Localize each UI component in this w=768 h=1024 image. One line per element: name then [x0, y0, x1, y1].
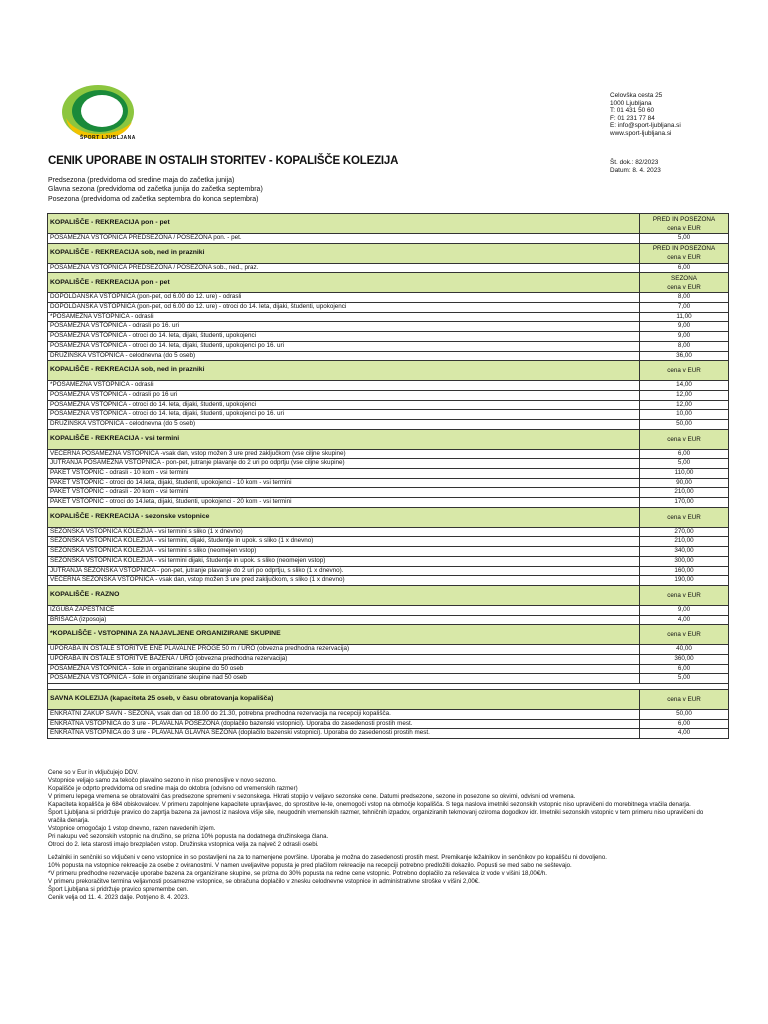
item-name: PAKET VSTOPNIC - odrasli - 20 kom - vsi termini	[48, 488, 640, 498]
price-column-header	[640, 429, 729, 449]
table-row	[48, 605, 729, 615]
item-price: 8,00	[640, 341, 729, 351]
note-line: Šport Ljubljana si pridržuje pravico do zaprtja bazena za javnost iz naslova višje sile, neugodnih vremenskih razmer, tehničnih izpadov, organiziranih tekmovanj oziroma dogodkov idr. Imetniki sezonskih vstopnic v tem primeru niso upravičeni do vračila denarja.	[48, 809, 704, 824]
table-row	[48, 400, 729, 410]
season-line: Posezona (predvidoma od začetka septembra do konca septembra)	[48, 195, 259, 203]
item-price: 5,00	[640, 674, 729, 684]
section-header-row	[48, 625, 729, 645]
item-name: IZGUBA ZAPESTNICE	[48, 605, 640, 615]
section-title: KOPALIŠČE - REKREACIJA pon - pet	[48, 214, 640, 234]
section-title: SAVNA KOLEZIJA (kapaciteta 25 oseb, v času obratovanja kopališča)	[48, 690, 640, 710]
table-row	[48, 547, 729, 557]
table-row	[48, 488, 729, 498]
item-price: 90,00	[640, 478, 729, 488]
item-name: ENKRATNA VSTOPNICA do 3 ure - PLAVALNA GLAVNA SEZONA (doplačilo bazenski vstopnici). Uporaba do zasedenosti prostih mest.	[48, 729, 640, 739]
item-name: PAKET VSTOPNIC - otroci do 14.leta, dijaki, študenti, upokojenci - 20 kom - vsi termini	[48, 498, 640, 508]
item-price: 4,00	[640, 615, 729, 625]
price-column-header	[640, 690, 729, 710]
item-name: POSAMEZNA VSTOPNICA PREDSEZONA / POSEZONA sob., ned., praz.	[48, 263, 640, 273]
item-name: POSAMEZNA VSTOPNICA - šole in organizirane skupine nad 50 oseb	[48, 674, 640, 684]
price-column-header	[640, 214, 729, 234]
note-line: Šport Ljubljana si pridržuje pravico spremembe cen.	[48, 886, 189, 893]
item-price: 8,00	[640, 293, 729, 303]
contact-line: E: info@sport-ljubljana.si	[610, 122, 681, 130]
price-header-line: cena v EUR	[667, 435, 701, 443]
section-title: KOPALIŠČE - REKREACIJA - sezonske vstopnice	[48, 507, 640, 527]
price-column-header	[640, 625, 729, 645]
item-name: DRUŽINSKA VSTOPNICA - celodnevna (do 5 oseb)	[48, 351, 640, 361]
note-line: Cene so v Eur in vključujejo DDV.	[48, 769, 139, 776]
section-header-row	[48, 429, 729, 449]
note-line: Kapaciteta kopališča je 684 obiskovalcev. V primeru zapolnjene kapacitete upravljavec, do sprostitve le-te, onemogoči vstop na območje kopališča. S tega naslova imetniki sezonskih vstopnic niso upravičeni do morebitnega vračila denarja.	[48, 801, 691, 808]
item-price: 9,00	[640, 322, 729, 332]
item-name: BRISAČA (izposoja)	[48, 615, 640, 625]
item-price: 11,00	[640, 312, 729, 322]
item-price: 4,00	[640, 729, 729, 739]
item-price: 210,00	[640, 488, 729, 498]
item-name: POSAMEZNA VSTOPNICA - otroci do 14. leta, dijaki, študenti, upokojenci	[48, 400, 640, 410]
note-line: Vstopnice omogočajo 1 vstop dnevno, razen navedenih izjem.	[48, 825, 216, 832]
logo-text: ŠPORT LJUBLJANA	[80, 135, 136, 141]
item-name: POSAMEZNA VSTOPNICA - otroci do 14. leta, dijaki, študenti, upokojenci	[48, 332, 640, 342]
price-column-header	[640, 585, 729, 605]
page-title: CENIK UPORABE IN OSTALIH STORITEV - KOPALIŠČE KOLEZIJA	[48, 155, 399, 167]
price-table	[47, 213, 729, 739]
price-header-line: cena v EUR	[667, 591, 701, 599]
note-line: Vstopnice veljajo samo za tekočo plavalno sezono in niso prenosljive v novo sezono.	[48, 777, 277, 784]
table-row	[48, 654, 729, 664]
table-row	[48, 645, 729, 655]
table-row	[48, 390, 729, 400]
document-meta	[610, 159, 661, 174]
item-name: DRUŽINSKA VSTOPNICA - celodnevna (do 5 oseb)	[48, 419, 640, 429]
item-name: POSAMEZNA VSTOPNICA - odrasli po 16 uri	[48, 390, 640, 400]
item-price: 40,00	[640, 645, 729, 655]
contact-line: F: 01 231 77 84	[610, 114, 655, 122]
note-line: V primeru prekoračitve termina veljavnosti posamezne vstopnice, se obračuna doplačilo v znesku celodnevne vstopnice in administrativne stroške v višini 2,00€.	[48, 878, 480, 885]
item-price: 170,00	[640, 498, 729, 508]
table-row	[48, 322, 729, 332]
table-row	[48, 615, 729, 625]
item-price: 160,00	[640, 566, 729, 576]
section-title: KOPALIŠČE - REKREACIJA - vsi termini	[48, 429, 640, 449]
price-header-line: cena v EUR	[667, 631, 701, 639]
section-title: KOPALIŠČE - REKREACIJA sob, ned in prazniki	[48, 243, 640, 263]
item-price: 6,00	[640, 664, 729, 674]
section-header-row	[48, 273, 729, 293]
note-line: Ležalniki in senčniki so vključeni v ceno vstopnice in so postavljeni na za to namenjene površine. Uporaba je možna do zasedenosti prostih mest. Premikanje ležalnikov in senčnikov po kopališču ni dovoljeno.	[48, 854, 607, 861]
table-row	[48, 478, 729, 488]
table-row	[48, 410, 729, 420]
document-meta-line: Št. dok.: 82/2023	[610, 159, 659, 166]
section-header-row	[48, 243, 729, 263]
table-row	[48, 556, 729, 566]
item-name: SEZONSKA VSTOPNICA KOLEZIJA - vsi termini, dijaki, študentje in upok. s sliko (1 x dnevno)	[48, 537, 640, 547]
table-row	[48, 293, 729, 303]
section-header-row	[48, 507, 729, 527]
contact-line: T: 01 431 50 60	[610, 107, 655, 115]
item-name: JUTRANJA POSAMEZNA VSTOPNICA - pon-pet, jutranje plavanje do 2 uri po odprtju (vse ciljne skupine)	[48, 459, 640, 469]
item-price: 10,00	[640, 410, 729, 420]
item-name: DOPOLDANSKA VSTOPNICA (pon-pet, od 6.00 do 12. ure) - odrasli	[48, 293, 640, 303]
item-name: VEČERNA SEZONSKA VSTOPNICA - vsak dan, vstop možen 3 ure pred zaključkom, s sliko (1 x dnevno)	[48, 576, 640, 586]
item-price: 14,00	[640, 381, 729, 391]
item-name: PAKET VSTOPNIC - odrasli - 10 kom - vsi termini	[48, 469, 640, 479]
item-name: SEZONSKA VSTOPNICA KOLEZIJA - vsi termini dijaki, študentje in upok. s sliko (neomejen vstop)	[48, 556, 640, 566]
item-price: 9,00	[640, 605, 729, 615]
price-header-line: cena v EUR	[667, 696, 701, 703]
item-name: POSAMEZNA VSTOPNICA - otroci do 14. leta, dijaki, študenti, upokojenci po 16. uri	[48, 410, 640, 420]
price-header-line: cena v EUR	[667, 367, 701, 375]
section-header-row	[48, 361, 729, 381]
season-line: Predsezona (predvidoma od sredine maja do začetka junija)	[48, 177, 235, 184]
item-price: 270,00	[640, 527, 729, 537]
section-header-row	[48, 690, 729, 710]
item-name: POSAMEZNA VSTOPNICA - otroci do 14. leta, dijaki, študenti, upokojenci po 16. uri	[48, 341, 640, 351]
item-price: 6,00	[640, 263, 729, 273]
contact-block	[610, 92, 681, 138]
section-title: KOPALIŠČE - REKREACIJA pon - pet	[48, 273, 640, 293]
price-header-line: cena v EUR	[667, 283, 701, 291]
item-name: POSAMEZNA VSTOPNICA - šole in organizirane skupine do 50 oseb	[48, 664, 640, 674]
table-row	[48, 498, 729, 508]
table-row	[48, 332, 729, 342]
note-line: V primeru lepega vremena se obratovalni čas predsezone spremeni v sezonskega. Hkrati stopijo v veljavo sezonske cene. Datumi predsezone, sezone in posezone so okvirni, odvisni od vremena.	[48, 793, 576, 800]
table-row	[48, 729, 729, 739]
item-price: 36,00	[640, 351, 729, 361]
table-row	[48, 459, 729, 469]
season-list	[48, 176, 263, 204]
price-column-header	[640, 361, 729, 381]
item-name: SEZONSKA VSTOPNICA KOLEZIJA - vsi termini s sliko (1 x dnevno)	[48, 527, 640, 537]
table-row	[48, 674, 729, 684]
note-line: Cenik velja od 11. 4. 2023 dalje. Potrjeno 8. 4. 2023.	[48, 894, 190, 901]
section-header-row	[48, 585, 729, 605]
item-price: 5,00	[640, 459, 729, 469]
price-column-header	[640, 243, 729, 263]
table-row	[48, 537, 729, 547]
item-price: 12,00	[640, 400, 729, 410]
note-line: Pri nakupu več sezonskih vstopnic na družino, se prizna 10% popusta na dodatnega družinskega člana.	[48, 833, 329, 840]
note-line: Otroci do 2. leta starosti imajo brezplačen vstop. Družinska vstopnica velja za največ 2 odrasli osebi.	[48, 841, 319, 848]
item-price: 300,00	[640, 556, 729, 566]
price-header-line: PRED IN POSEZONA	[652, 245, 716, 253]
table-row	[48, 566, 729, 576]
item-price: 110,00	[640, 469, 729, 479]
item-price: 6,00	[640, 449, 729, 459]
table-row	[48, 449, 729, 459]
item-name: *POSAMEZNA VSTOPNICA - odrasli	[48, 312, 640, 322]
table-row	[48, 351, 729, 361]
table-row	[48, 263, 729, 273]
item-price: 210,00	[640, 537, 729, 547]
table-row	[48, 469, 729, 479]
note-line: 10% popusta na vstopnice rekreacije za osebe z oviranostmi. V namen uveljavitve popusta je pred plačilom rekreacije na recepciji potrebno predložiti dokazilo. Popusti se med sabo ne seštevajo.	[48, 862, 572, 869]
contact-line: 1000 Ljubljana	[610, 99, 652, 107]
item-price: 6,00	[640, 719, 729, 729]
note-line: Kopališče je odprto predvidoma od sredine maja do oktobra (odvisno od vremenskih razmer)	[48, 785, 298, 792]
item-price: 190,00	[640, 576, 729, 586]
item-price: 7,00	[640, 303, 729, 313]
section-title: KOPALIŠČE - RAZNO	[48, 585, 640, 605]
price-header-line: cena v EUR	[667, 254, 701, 262]
item-name: PAKET VSTOPNIC - otroci do 14.leta, dijaki, študenti, upokojenci - 10 kom - vsi termini	[48, 478, 640, 488]
item-price: 12,00	[640, 390, 729, 400]
item-name: SEZONSKA VSTOPNICA KOLEZIJA - vsi termini s sliko (neomejen vstop)	[48, 547, 640, 557]
item-name: POSAMEZNA VSTOPNICA PREDSEZONA / POSEZONA pon. - pet.	[48, 234, 640, 244]
item-name: JUTRANJA SEZONSKA VSTOPNICA - pon-pet, jutranje plavanje do 2 uri po odprtju, s sliko (1 x dnevno).	[48, 566, 640, 576]
item-price: 9,00	[640, 332, 729, 342]
item-name: POSAMEZNA VSTOPNICA - odrasli po 16. uri	[48, 322, 640, 332]
notes-section	[48, 769, 718, 902]
table-row	[48, 341, 729, 351]
contact-line: www.sport-ljubljana.si	[610, 129, 672, 137]
section-title: *KOPALIŠČE - VSTOPNINA ZA NAJAVLJENE ORGANIZIRANE SKUPINE	[48, 625, 640, 645]
table-row	[48, 419, 729, 429]
table-row	[48, 576, 729, 586]
price-column-header	[640, 507, 729, 527]
note-line: *V primeru predhodne rezervacije uporabe bazena za organizirane skupine, se prizna do 30% popusta na redne cene vstopnic. Potrebno doplačilo za reševalca iz vode v višini 18,00€/h.	[48, 870, 547, 877]
price-header-line: cena v EUR	[667, 224, 701, 232]
item-name: ENKRATNI ZAKUP SAVN - SEZONA, vsak dan od 18.00 do 21.30, potrebna predhodna rezervacija na recepciji kopališča.	[48, 710, 640, 720]
season-line: Glavna sezona (predvidoma od začetka junija do začetka septembra)	[48, 186, 263, 194]
table-row	[48, 710, 729, 720]
item-name: DOPOLDANSKA VSTOPNICA (pon-pet, od 6.00 do 12. ure) - otroci do 14. leta, dijaki, študenti, upokojenci	[48, 303, 640, 313]
item-price: 5,00	[640, 234, 729, 244]
table-row	[48, 527, 729, 537]
section-title: KOPALIŠČE - REKREACIJA sob, ned in prazniki	[48, 361, 640, 381]
table-row	[48, 234, 729, 244]
item-name: *POSAMEZNA VSTOPNICA - odrasli	[48, 381, 640, 391]
price-header-line: PRED IN POSEZONA	[652, 215, 716, 223]
table-row	[48, 303, 729, 313]
item-name: UPORABA IN OSTALE STORITVE BAZENA / URO (obvezna predhodna rezervacija)	[48, 654, 640, 664]
section-header-row	[48, 214, 729, 234]
table-row	[48, 664, 729, 674]
document-meta-line: Datum: 8. 4. 2023	[610, 166, 661, 174]
item-name: VEČERNA POSAMEZNA VSTOPNICA -vsak dan, vstop možen 3 ure pred zaključkom (vse ciljne skupine)	[48, 449, 640, 459]
price-header-line: SEZONA	[671, 274, 697, 282]
contact-line: Celovška cesta 25	[610, 92, 663, 99]
table-row	[48, 312, 729, 322]
price-column-header	[640, 273, 729, 293]
item-price: 360,00	[640, 654, 729, 664]
item-name: ENKRATNA VSTOPNICA do 3 ure - PLAVALNA POSEZONA (doplačilo bazenski vstopnici). Uporaba do zasedenosti prostih mest.	[48, 719, 640, 729]
item-price: 50,00	[640, 419, 729, 429]
table-row	[48, 719, 729, 729]
price-header-line: cena v EUR	[667, 513, 701, 521]
item-name: UPORABA IN OSTALE STORITVE ENE PLAVALNE PROGE 50 m / URO (obvezna predhodna rezervacija)	[48, 645, 640, 655]
item-price: 50,00	[640, 710, 729, 720]
item-price: 340,00	[640, 547, 729, 557]
table-row	[48, 381, 729, 391]
